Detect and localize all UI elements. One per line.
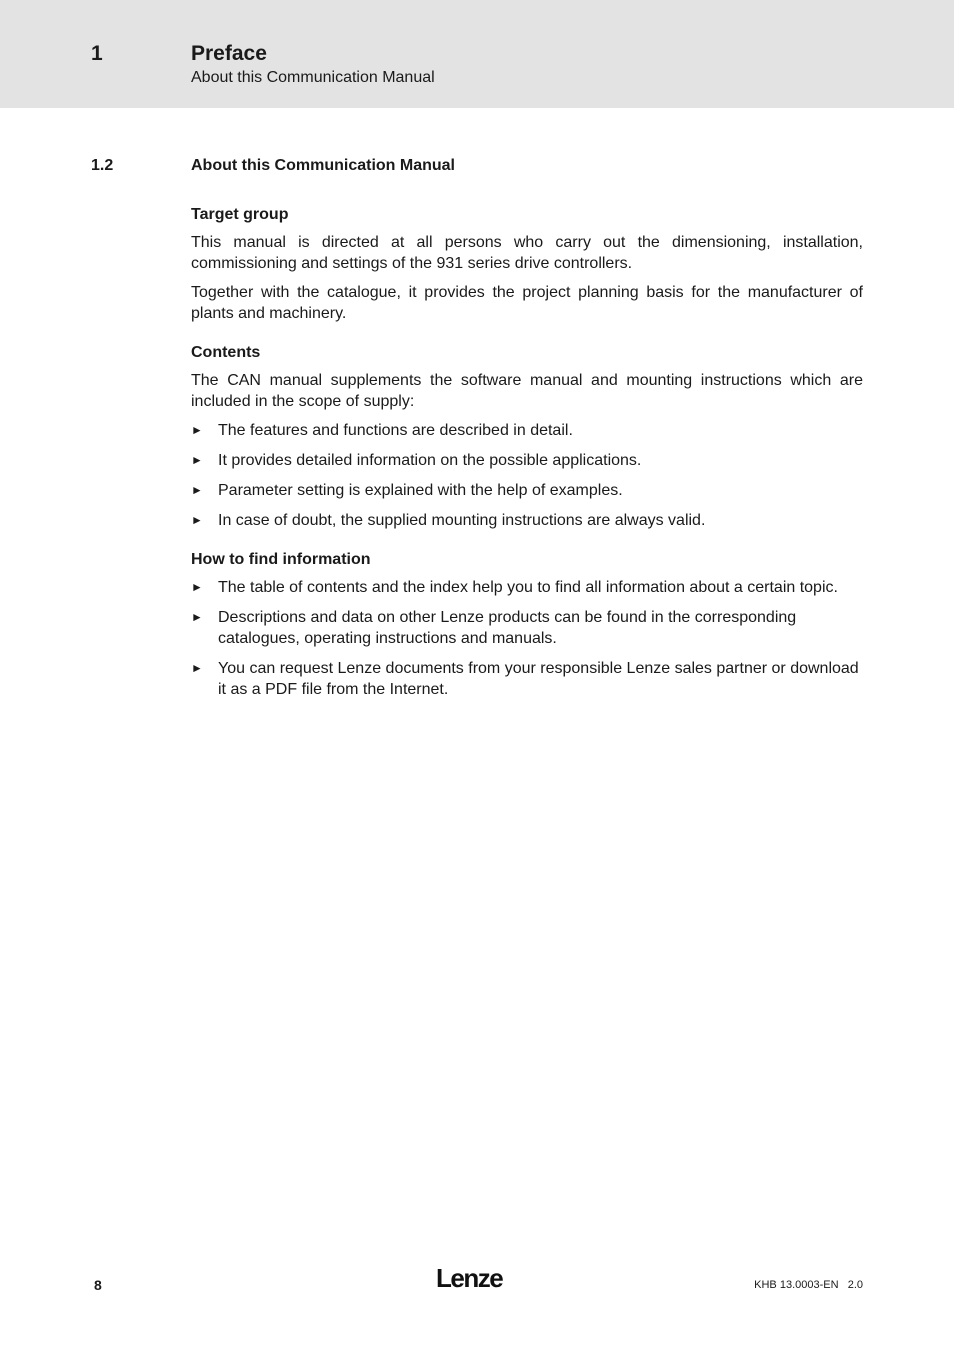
document-reference: KHB 13.0003-EN 2.0 [754, 1279, 863, 1291]
list-item-text: In case of doubt, the supplied mounting instructions are always valid. [218, 512, 706, 529]
chapter-subtitle: About this Communication Manual [191, 69, 435, 86]
bullet-arrow-icon: ► [191, 453, 203, 467]
bullet-arrow-icon: ► [191, 513, 203, 527]
list-item-text: The features and functions are described in detail. [218, 422, 573, 439]
bullet-arrow-icon: ► [191, 580, 203, 594]
contents-bullet-list [191, 420, 863, 531]
bullet-arrow-icon: ► [191, 423, 203, 437]
chapter-number: 1 [91, 42, 103, 65]
target-group-paragraph: Together with the catalogue, it provides the project planning basis for the manufacturer of plants and machinery. [191, 284, 863, 322]
page-number: 8 [94, 1277, 102, 1293]
bullet-arrow-icon: ► [191, 661, 203, 675]
contents-heading: Contents [191, 344, 261, 361]
list-item [191, 450, 863, 471]
header-band [0, 0, 954, 108]
contents-intro: The CAN manual supplements the software manual and mounting instructions which are included in the scope of supply: [191, 372, 863, 410]
list-item [191, 480, 863, 501]
list-item-text: Descriptions and data on other Lenze products can be found in the corresponding catalogues, operating instructions and manuals. [218, 609, 797, 647]
list-item [191, 577, 863, 598]
list-item-text: You can request Lenze documents from your responsible Lenze sales partner or download it as a PDF file from the Internet. [218, 660, 859, 698]
section-title: About this Communication Manual [191, 157, 455, 174]
list-item [191, 658, 863, 700]
list-item-text: Parameter setting is explained with the help of examples. [218, 482, 623, 499]
list-item-text: It provides detailed information on the possible applications. [218, 452, 642, 469]
list-item-text: The table of contents and the index help you to find all information about a certain topic. [218, 579, 838, 596]
document-body [191, 155, 863, 718]
list-item [191, 420, 863, 441]
list-item [191, 510, 863, 531]
target-group-paragraph: This manual is directed at all persons who carry out the dimensioning, installation, commissioning and settings of the 931 series drive controllers. [191, 234, 863, 272]
list-item [191, 607, 863, 649]
bullet-arrow-icon: ► [191, 483, 203, 497]
find-information-bullet-list [191, 577, 863, 700]
bullet-arrow-icon: ► [191, 610, 203, 624]
chapter-title: Preface [191, 42, 267, 65]
lenze-logo: Lenze [436, 1263, 503, 1293]
target-group-heading: Target group [191, 206, 289, 223]
section-number: 1.2 [91, 157, 114, 174]
find-information-heading: How to find information [191, 551, 371, 568]
